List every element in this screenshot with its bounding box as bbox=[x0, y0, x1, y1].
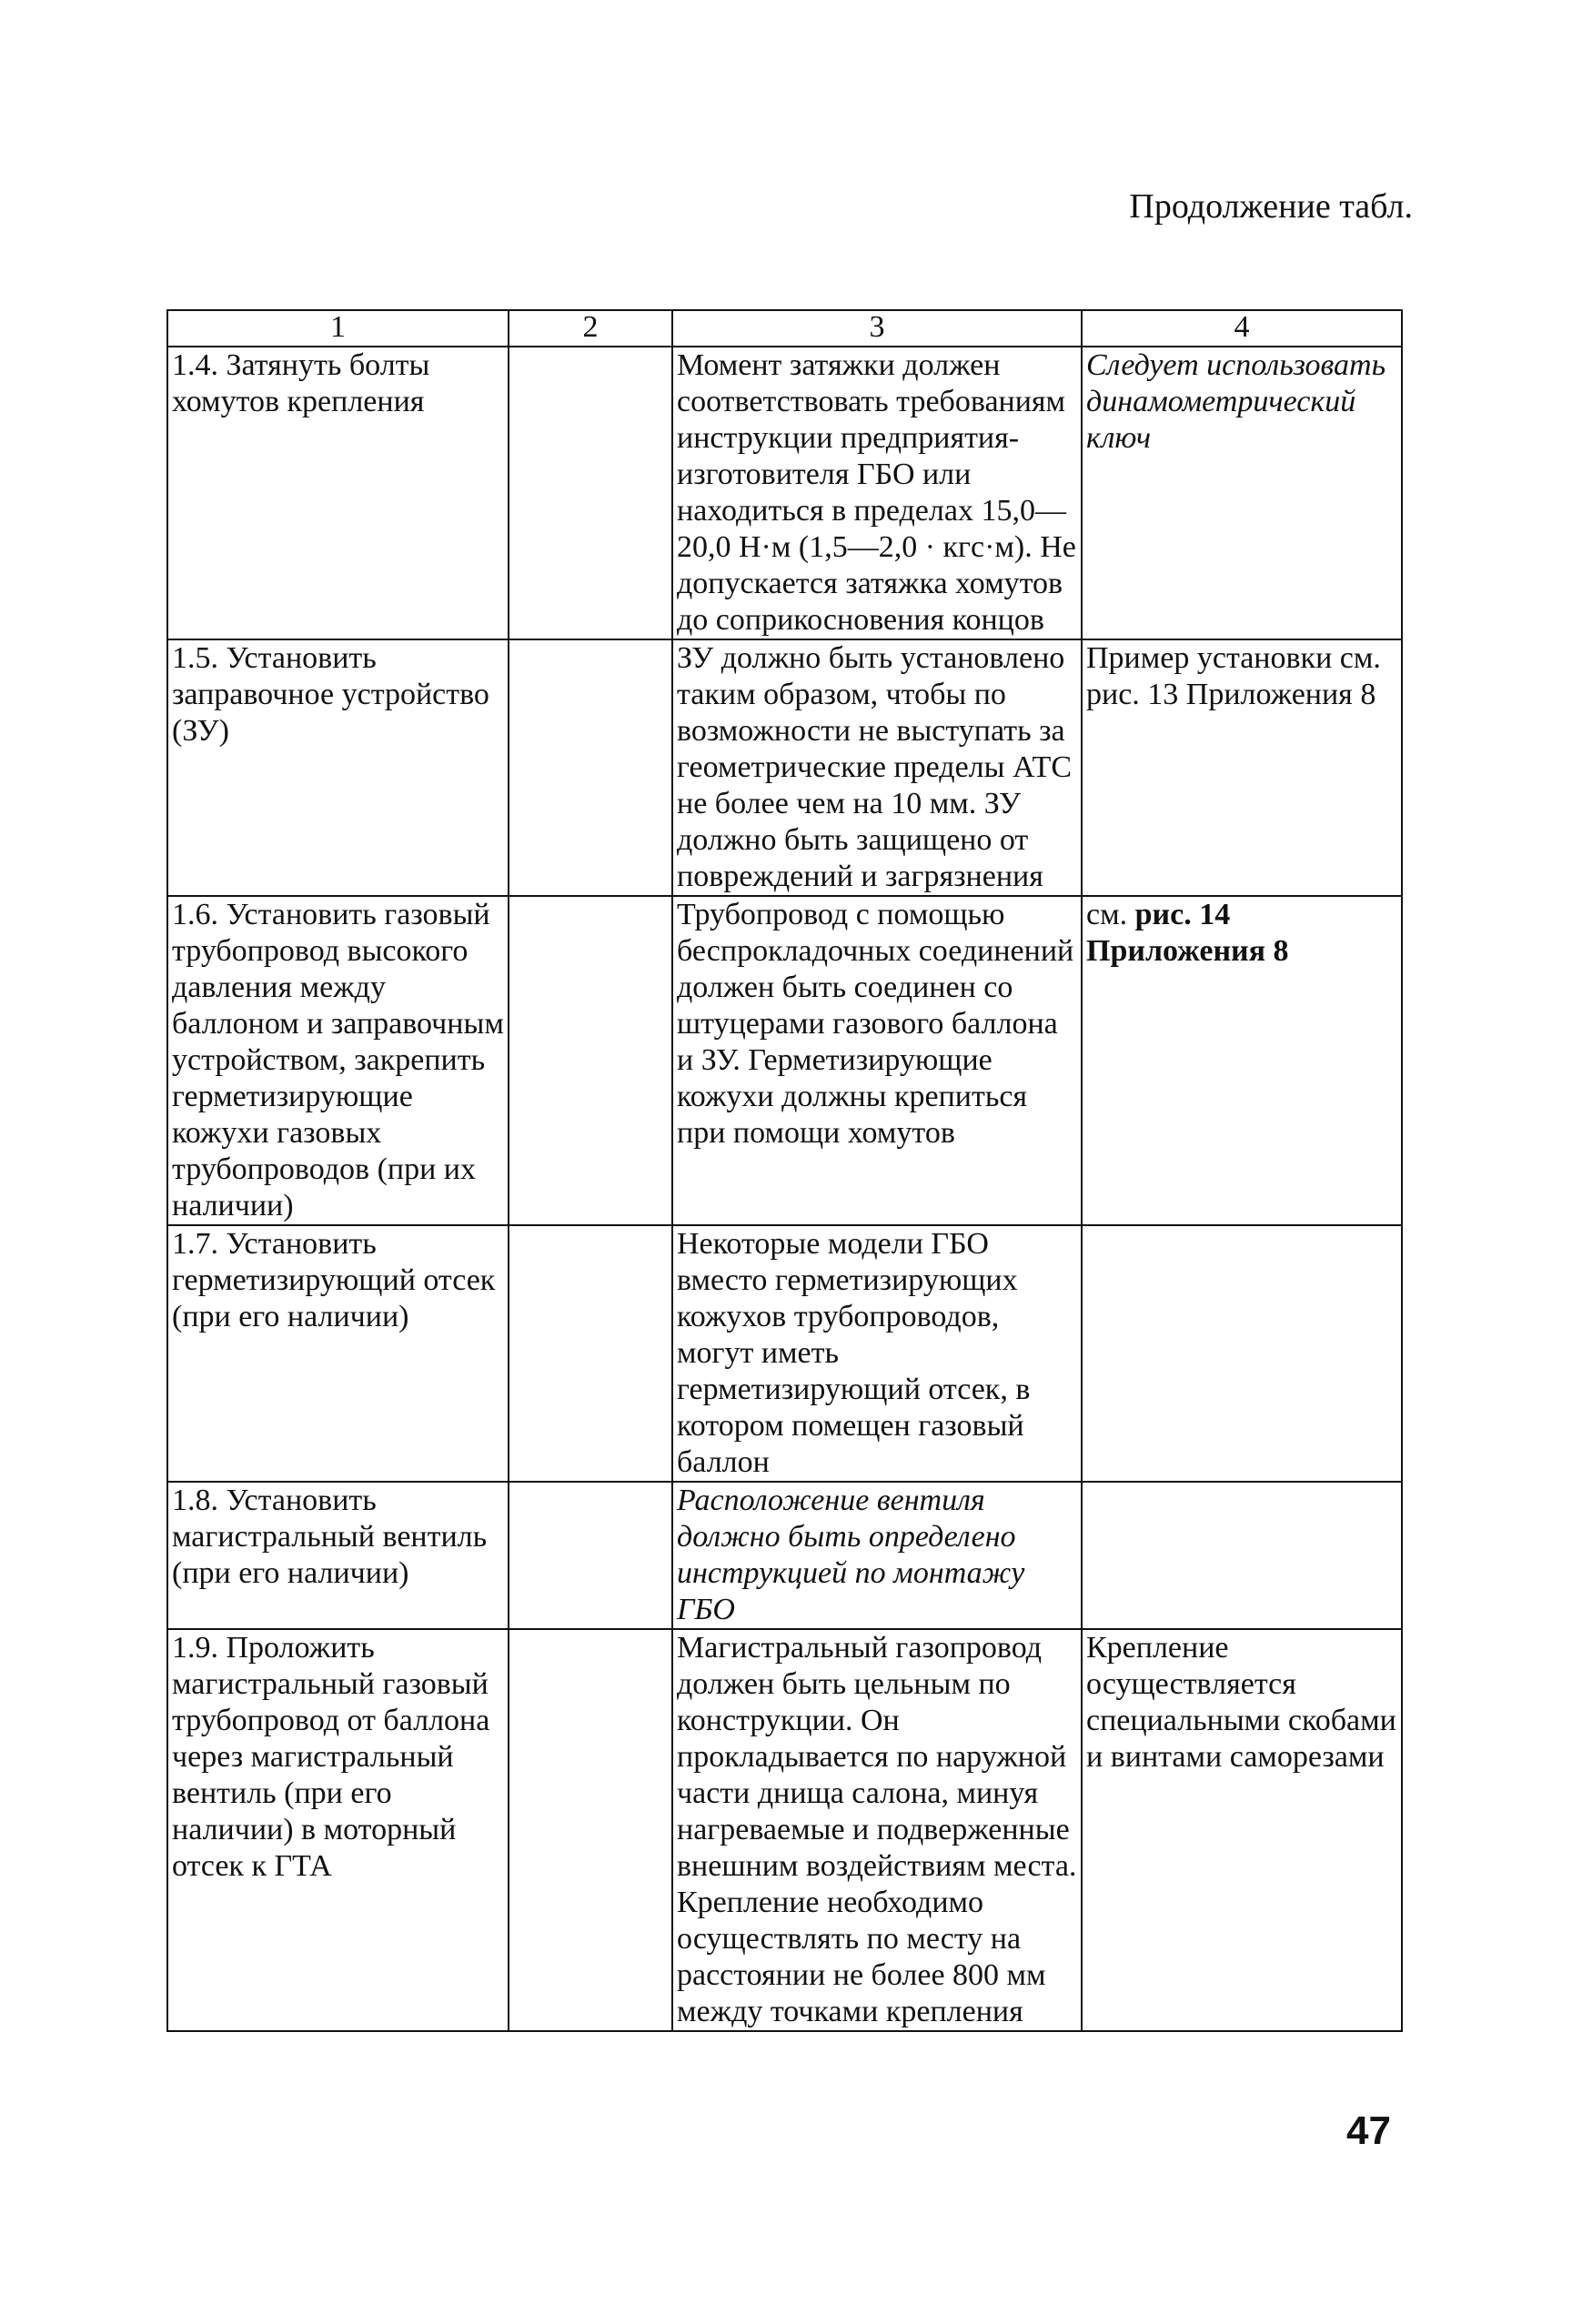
tool-cell bbox=[509, 1482, 672, 1629]
tool-cell bbox=[509, 639, 672, 896]
instruction-table bbox=[166, 309, 1403, 2032]
tool-cell bbox=[509, 347, 672, 639]
note-cell: Крепление осуществляется специальными скобами и винтами саморезами bbox=[1082, 1629, 1402, 2031]
requirement-cell: Момент затяжки должен соответствовать требованиям инструкции предприятия-изготовителя ГБО или находиться в пределах 15,0—20,0 Н·м (1,5—2,0 · кгс·м). Не допускается затяжка хомутов до соприкосновения концов bbox=[672, 347, 1082, 639]
note-cell bbox=[1082, 1225, 1402, 1482]
requirement-cell: ЗУ должно быть установлено таким образом, чтобы по возможности не выступать за геометрические пределы АТС не более чем на 10 мм. ЗУ должно быть защищено от повреждений и загрязнения bbox=[672, 639, 1082, 896]
operation-cell: 1.6. Установить газовый трубопровод высокого давления между баллоном и заправочным устройством, закрепить герметизирующие кожухи газовых трубопроводов (при их наличии) bbox=[167, 896, 509, 1225]
requirement-cell: Трубопровод с помощью беспрокладочных соединений должен быть соединен со штуцерами газового баллона и ЗУ. Герметизирующие кожухи должны крепиться при помощи хомутов bbox=[672, 896, 1082, 1225]
tool-cell bbox=[509, 896, 672, 1225]
requirement-cell: Некоторые модели ГБО вместо герметизирующих кожухов трубопроводов, могут иметь герметизирующий отсек, в котором помещен газовый баллон bbox=[672, 1225, 1082, 1482]
figure-reference: рис. 14 Приложения 8 bbox=[1086, 898, 1289, 968]
column-number-row bbox=[167, 310, 1402, 347]
operation-cell: 1.7. Установить герметизирующий отсек (при его наличии) bbox=[167, 1225, 509, 1482]
page-number: 47 bbox=[1346, 2108, 1391, 2153]
column-header-3: 3 bbox=[672, 310, 1082, 347]
operation-cell: 1.4. Затянуть болты хомутов крепления bbox=[167, 347, 509, 639]
operation-cell: 1.8. Установить магистральный вентиль (при его наличии) bbox=[167, 1482, 509, 1629]
operation-cell: 1.5. Установить заправочное устройство (ЗУ) bbox=[167, 639, 509, 896]
table-continuation-label: Продолжение табл. bbox=[1129, 187, 1413, 226]
table-row bbox=[167, 347, 1402, 639]
note-cell: Пример установки см. рис. 13 Приложения 8 bbox=[1082, 639, 1402, 896]
column-header-1: 1 bbox=[167, 310, 509, 347]
column-header-4: 4 bbox=[1082, 310, 1402, 347]
note-cell bbox=[1082, 896, 1402, 1225]
tool-cell bbox=[509, 1629, 672, 2031]
note-cell: Следует использовать динамометрический ключ bbox=[1082, 347, 1402, 639]
table-row bbox=[167, 1482, 1402, 1629]
table-row bbox=[167, 1629, 1402, 2031]
note-cell bbox=[1082, 1482, 1402, 1629]
table-row bbox=[167, 639, 1402, 896]
tool-cell bbox=[509, 1225, 672, 1482]
operation-cell: 1.9. Проложить магистральный газовый трубопровод от баллона через магистральный вентиль (при его наличии) в моторный отсек к ГТА bbox=[167, 1629, 509, 2031]
requirement-cell: Магистральный газопровод должен быть цельным по конструкции. Он прокладывается по наружной части днища салона, минуя нагреваемые и подверженные внешним воздействиям места. Крепление необходимо осуществлять по месту на расстоянии не более 800 мм между точками крепления bbox=[672, 1629, 1082, 2031]
table-row bbox=[167, 896, 1402, 1225]
requirement-cell: Расположение вентиля должно быть определено инструкцией по монтажу ГБО bbox=[672, 1482, 1082, 1629]
table-row bbox=[167, 1225, 1402, 1482]
note-prefix: см. bbox=[1086, 898, 1135, 931]
column-header-2: 2 bbox=[509, 310, 672, 347]
